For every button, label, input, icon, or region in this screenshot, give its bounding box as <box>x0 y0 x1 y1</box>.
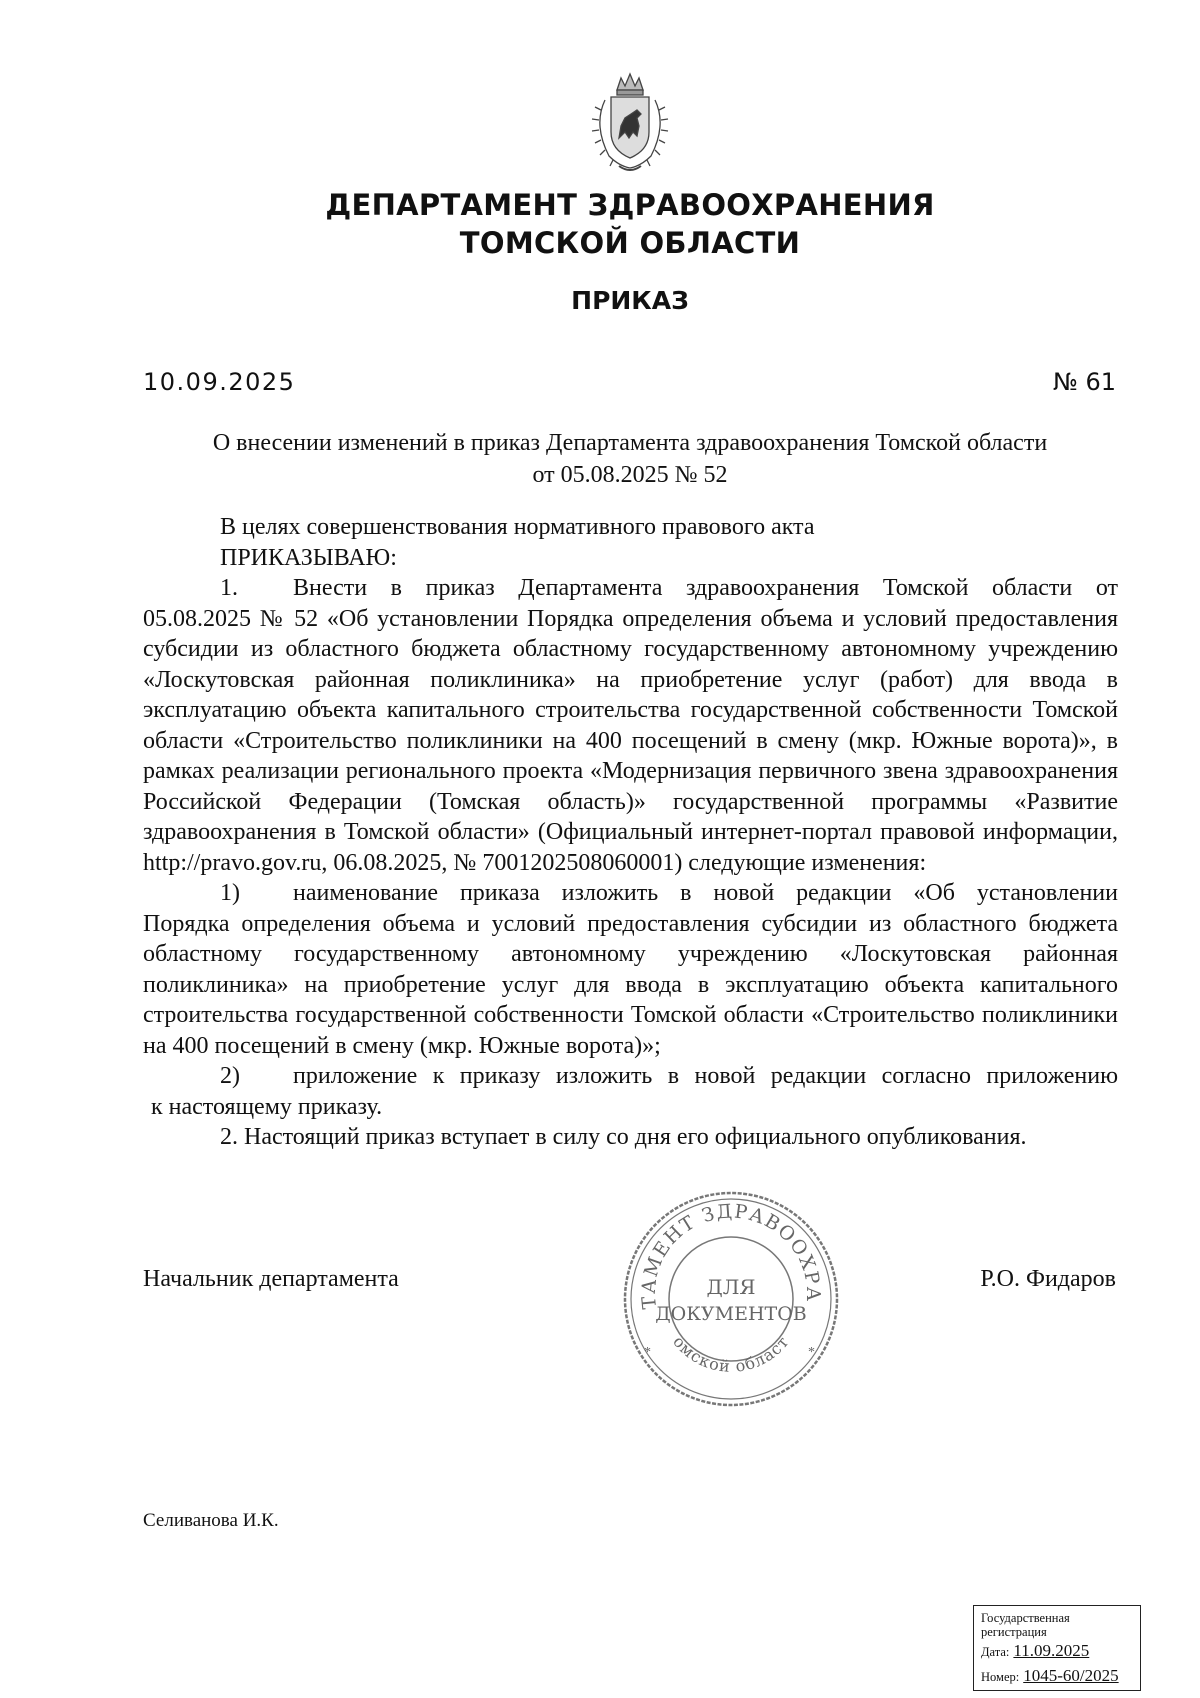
official-stamp <box>620 1188 842 1410</box>
registration-box <box>973 1605 1141 1691</box>
document-type: ПРИКАЗ <box>571 286 689 315</box>
subitem-2-head-text: приложение к приказу изложить в новой редакции согласно приложению <box>293 1063 1118 1089</box>
registration-date-row <box>981 1639 1133 1664</box>
department-title <box>0 186 1200 262</box>
executor-name: Селиванова И.К. <box>143 1510 279 1531</box>
svg-text:*: * <box>644 1345 651 1360</box>
subitem-1-number: 1) <box>220 880 240 906</box>
subitem-2-text: к настоящему приказу. <box>151 1093 383 1120</box>
order-subject <box>140 427 1120 491</box>
subitem-1-text: Порядка определения объема и условий предоставления субсидии из областного бюджета областному государственному автономному учреждению «Лоскутовская районная поликлиника» на приобретение услуг для ввода в эксплуатацию объекта капитального строительства государственной собственности Томской области «Строительство поликлиники на 400 посещений в смену (мкр. Южные ворота)»; <box>143 910 1118 1059</box>
order-body <box>143 512 1118 1153</box>
subitem-2-head <box>143 1061 1118 1092</box>
registration-title: Государственная регистрация <box>981 1611 1070 1639</box>
order-verb: ПРИКАЗЫВАЮ: <box>220 544 397 571</box>
department-title-line1: ДЕПАРТАМЕНТ ЗДРАВООХРАНЕНИЯ <box>325 188 935 222</box>
coat-of-arms-emblem <box>575 70 685 178</box>
stamp-bottom-text: омской област <box>669 1332 793 1376</box>
signatory-position: Начальник департамента <box>143 1266 399 1292</box>
item-1-number: 1. <box>220 575 238 601</box>
department-title-line2: ТОМСКОЙ ОБЛАСТИ <box>459 226 801 260</box>
item-2: 2. Настоящий приказ вступает в силу со дня его официального опубликования. <box>220 1124 1027 1150</box>
order-date: 10.09.2025 <box>143 368 296 396</box>
subitem-1-head <box>143 878 1118 909</box>
registration-number-row <box>981 1664 1133 1689</box>
item-1-head <box>143 573 1118 604</box>
item-1-text: 05.08.2025 № 52 «Об установлении Порядка определения объема и условий предоставления субсидии из областного бюджета областному государственному автономному учреждению «Лоскутовская районная поликлиника» на приобретение услуг (работ) для ввода в эксплуатацию объекта капитального строительства государственной собственности Томской области «Строительство поликлиники на 400 посещений в смену (мкр. Южные ворота)», в рамках реализации регионального проекта «Модернизация первичного звена здравоохранения Российской Федерации (Томская область)» государственной программы «Развитие здравоохранения в Томской области» (Официальный интернет-портал правовой информации, http://pravo.gov.ru, 06.08.2025, № 7001202508060001) следующие изменения: <box>143 605 1118 876</box>
subitem-2-number: 2) <box>220 1063 240 1089</box>
stamp-center-line2: ДОКУМЕНТОВ <box>655 1303 807 1325</box>
svg-text:*: * <box>808 1345 815 1360</box>
stamp-ring-text: ТАМЕНТ ЗДРАВООХРА <box>637 1200 825 1311</box>
preamble: В целях совершенствования нормативного правового акта <box>220 514 815 540</box>
registration-number-label: Номер: <box>981 1670 1020 1684</box>
order-subject-line1: О внесении изменений в приказ Департамента здравоохранения Томской области <box>212 430 1048 456</box>
subitem-1-head-text: наименование приказа изложить в новой редакции «Об установлении <box>293 880 1118 906</box>
registration-date-value: 11.09.2025 <box>1013 1641 1090 1660</box>
item-1-head-text: Внести в приказ Департамента здравоохранения Томской области от <box>293 575 1118 601</box>
order-number: № 61 <box>1052 368 1116 396</box>
registration-date-label: Дата: <box>981 1645 1010 1659</box>
order-subject-line2: от 05.08.2025 № 52 <box>532 462 728 488</box>
stamp-center-line1: ДЛЯ <box>706 1275 756 1299</box>
signatory-name: Р.О. Фидаров <box>980 1266 1116 1292</box>
registration-number-value: 1045-60/2025 <box>1023 1666 1119 1685</box>
